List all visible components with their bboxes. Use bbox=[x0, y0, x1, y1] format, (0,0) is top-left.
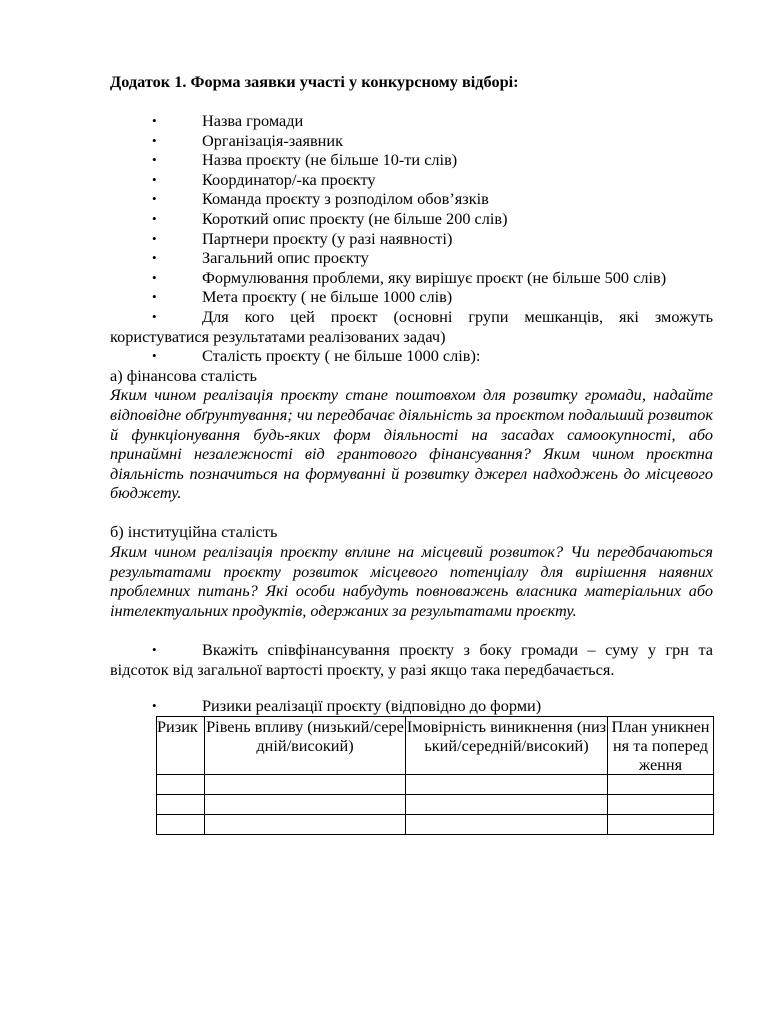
table-cell[interactable] bbox=[205, 814, 406, 834]
table-header-row bbox=[157, 716, 714, 774]
table-cell[interactable] bbox=[608, 774, 714, 794]
table-cell[interactable] bbox=[608, 794, 714, 814]
list-item: • Команда проєкту з розподілом обов’язків bbox=[152, 189, 489, 209]
bullet-icon: • bbox=[152, 289, 157, 305]
cofinancing-list bbox=[110, 640, 713, 679]
risk-table bbox=[156, 716, 714, 835]
financial-sustainability-text: Яким чином реалізація проєкту стане поштовхом для розвитку громади, надайте відповідне обґрунтування; чи передбачає діяльність за проєктом подальший розвиток й функціонування будь-яких форм діяльності на засадах самоокупності, або принаймні незалежності від грантового фінансування? Яким чином проєктна діяльність позначиться на формуванні й розвитку джерел надходжень до місцевого бюджету. bbox=[110, 385, 713, 503]
table-row bbox=[157, 814, 714, 834]
bullet-icon: • bbox=[152, 308, 157, 324]
table-row bbox=[157, 774, 714, 794]
table-cell[interactable] bbox=[406, 794, 608, 814]
application-form-list bbox=[110, 111, 713, 366]
spacer bbox=[110, 503, 713, 523]
bullet-icon: • bbox=[152, 152, 157, 168]
list-item: • Для кого цей проєкт (основні групи мешканців, які зможуть користуватися результатами реалізованих задач) bbox=[110, 306, 713, 346]
table-cell[interactable] bbox=[406, 774, 608, 794]
list-item: • Формулювання проблеми, яку вирішує проєкт (не більше 500 слів) bbox=[152, 267, 667, 287]
column-header-plan: План уникнення та попередження bbox=[608, 716, 714, 774]
list-item: • Партнери проєкту (у разі наявності) bbox=[152, 228, 453, 248]
institutional-sustainability-text: Яким чином реалізація проєкту вплине на місцевий розвиток? Чи передбачаються результатами проєкту розвиток місцевого потенціалу для вирішення наявних проблемних питань? Які особи набудуть повноважень власника матеріальних або інтелектуальних продуктів, одержаних за результатами проєкту. bbox=[110, 542, 713, 620]
spacer bbox=[110, 679, 713, 696]
bullet-icon: • bbox=[152, 210, 157, 226]
bullet-icon: • bbox=[152, 230, 157, 246]
table-cell[interactable] bbox=[406, 814, 608, 834]
table-cell[interactable] bbox=[608, 814, 714, 834]
table-cell[interactable] bbox=[205, 774, 406, 794]
spacer bbox=[110, 620, 713, 640]
list-item: • Мета проєкту ( не більше 1000 слів) bbox=[152, 287, 453, 307]
table-cell[interactable] bbox=[157, 794, 205, 814]
risks-list bbox=[110, 696, 713, 716]
bullet-icon: • bbox=[152, 132, 157, 148]
column-header-impact: Рівень впливу (низький/середній/високий) bbox=[205, 716, 406, 774]
financial-sustainability-heading: а) фінансова сталість bbox=[110, 365, 257, 385]
list-item: • Ризики реалізації проєкту (відповідно до форми) bbox=[152, 696, 542, 716]
bullet-icon: • bbox=[152, 698, 157, 714]
column-header-risk: Ризик bbox=[157, 716, 205, 774]
list-item: • Координатор/-ка проєкту bbox=[152, 169, 376, 189]
column-header-probability: Імовірність виникнення (низький/середній/високий) bbox=[406, 716, 608, 774]
document-page bbox=[110, 72, 713, 835]
table-cell[interactable] bbox=[157, 814, 205, 834]
bullet-icon: • bbox=[152, 348, 157, 364]
bullet-icon: • bbox=[152, 642, 157, 658]
table-row bbox=[157, 794, 714, 814]
document-title: Додаток 1. Форма заявки участі у конкурсному відборі: bbox=[110, 72, 519, 91]
bullet-icon: • bbox=[152, 113, 157, 128]
list-item: • Загальний опис проєкту bbox=[152, 248, 369, 268]
bullet-icon: • bbox=[152, 191, 157, 207]
institutional-sustainability-heading: б) інституційна сталість bbox=[110, 522, 278, 542]
table-cell[interactable] bbox=[205, 794, 406, 814]
list-item: • Вкажіть співфінансування проєкту з боку громади – суму у грн та відсоток від загальної вартості проєкту, у разі якщо така передбачається. bbox=[110, 640, 713, 679]
table-cell[interactable] bbox=[157, 774, 205, 794]
list-item: • Назва проєкту (не більше 10-ти слів) bbox=[152, 150, 458, 170]
list-item: • Назва громади bbox=[152, 111, 304, 130]
bullet-icon: • bbox=[152, 171, 157, 187]
list-item: • Сталість проєкту ( не більше 1000 слів): bbox=[152, 346, 481, 366]
list-item: • Короткий опис проєкту (не більше 200 слів) bbox=[152, 208, 508, 228]
bullet-icon: • bbox=[152, 250, 157, 266]
bullet-icon: • bbox=[152, 269, 157, 285]
list-item: • Організація-заявник bbox=[152, 130, 344, 150]
